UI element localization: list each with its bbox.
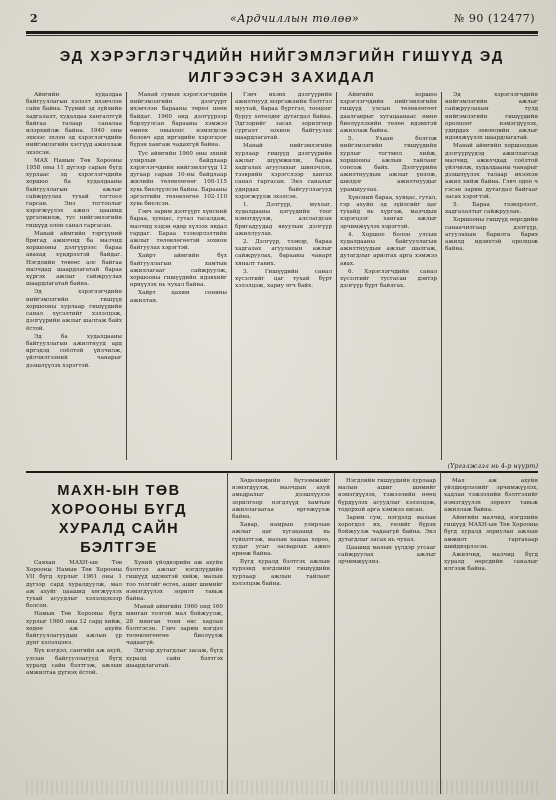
- paragraph: Аймгийн малчид, нэгдлийн гишүүд МАХН-ын Төв Хорооны бүгд хуралд зориулан ажлын амжилт гаргахаар шийдвэрлэсэн.: [444, 515, 538, 550]
- paragraph: Хайрт цахим сонины ажилтан.: [130, 290, 227, 304]
- header-rule: [26, 31, 538, 34]
- paragraph: Намын Төв Хорооны бүгд хурлыг 1960 оны 12 сард хийж, хөдөө аж ахуйн байгууллагуудын ажлын үр дүнг хэлэлцэнэ.: [26, 611, 122, 647]
- column-rule: [227, 472, 228, 794]
- column-rule: [440, 472, 441, 794]
- page-header: [30, 10, 535, 28]
- newspaper-name: «Ардчиллын төлөө»: [230, 12, 360, 25]
- paragraph: Хавар, намрын улирлын ажлыг цаг хугацаанд нь гүйцэтгэж, малын хашаа хороо, худаг усыг засварлах ажил өрнөж байна.: [232, 522, 330, 558]
- paragraph: Мал аж ахуйн үйлдвэрлэлийг эрчимжүүлэх, хадлан тэжээлийн бэлтгэлийг нэмэгдүүлэх зорилт тавьж ажиллаж байна.: [444, 478, 538, 513]
- paragraph: Хайрт аймгийн бүх байгууллагын хамтын ажиллагааг сайжруулж, хоршооны гишүүдийн идэвхийг өрнүүлэх нь чухал байна.: [130, 253, 227, 289]
- article-1-column-1: [26, 92, 122, 460]
- column-rule: [336, 92, 337, 460]
- page-number: 2: [30, 12, 39, 25]
- paragraph: Эд ба худалдааны байгууллагын ажилтнууд ард иргэдэд соёлтой үйлчилж, үйлчилгээний чанарыг дээшлүүлэх хэрэгтэй.: [26, 333, 122, 369]
- paragraph: Ажилчид, малчид бүгд хуралд өөрсдийн саналыг илгээж байна.: [444, 552, 538, 573]
- article-1-body: [26, 92, 538, 460]
- paragraph: Хүнсний бараа, хувцас, гутал, гэр ахуйн эд зүйлсийг цаг тухайд нь хүргэж, малчдын хэрэгцээг хангах ажлыг эрчимжүүлэх хэрэгтэй.: [340, 194, 437, 230]
- article-1-column-5: [445, 92, 538, 460]
- paragraph: Айвгийн худалдаа байгууллагын хэлэлт ихэвчлэн сайн байна. Түүний эд зүйлийн хадгалалт, худалдаа хангалтгүй байгаа талаар саналаа илэрхийлж байна. 1940 оны эхнээс эхлэн эд хэрэглэгчдийн нийгэмлэгийн хэсгүүд ажиллаж эхэлсэн.: [26, 92, 122, 156]
- article-2-column-5: [444, 478, 538, 794]
- paragraph: Эдгээр дутагдлыг засаж, бүгд хуралд сайн бэлтгэх шаардлагатай.: [126, 648, 223, 669]
- paragraph: Манай аймгийн тэргүүний бригад ажилчид ба малчид хоршооны дэлгүүрээс бараа авахад хүндрэлтэй байдаг. Нэгдлийн төвөөс алс байгаа малчдад шаардлагатай бараа хүргэх ажлыг сайжруулах шаардлагатай байна.: [26, 230, 122, 288]
- article-2-headline: МАХН-ЫН ТӨВ ХОРООНЫ БҮГД ХУРАЛД САЙН БЭЛТГЭЕ: [51, 483, 187, 556]
- paragraph: МАХ Намын Төв Хорооны 1958 оны 11 дүгээр сарын бүгд хурлаас эд хэрэглэгчдийн хоршоо ба худалдааны байгууллагын ажлыг сайжруулах тухай тогтоол гарсан. Энэ тогтоолыг хэрэгжүүлэх ажил цаашид үргэлжилж, тус нийгэмлэгийн гишүүд олон санал гаргасан.: [26, 157, 122, 229]
- article-2-column-3: [232, 478, 330, 794]
- paragraph: 4. Хоршоо болон улсын худалдааны байгууллагын ажилтнуудын ажлыг шалгаж, дутагдлыг арилгах арга хэмжээ авах.: [340, 231, 437, 267]
- paragraph: Эд хэрэглэгчдийн нийгэмлэгийн ажлыг сайжруулахын тулд нийгэмлэгийн гишүүдийн оролцоог нэмэгдүүлэх, удирдах зөвлөлийн ажлыг идэвхжүүлэх шаардлагатай.: [445, 92, 538, 142]
- article-2-column-1: [26, 560, 122, 794]
- paragraph: Эд хэрэглэгчдийн нийгэмлэгийн гишүүд хоршооны хурлаар гишүүдийн санал хүсэлтийг хэлэлцэж, дэлгүүрийн ажлыг шалгаж байх ёстой.: [26, 289, 122, 332]
- paragraph: 5. Ухаан болгож нийгэмлэгийн гишүүдийн хурлыг тогтмол хийж, хоршооны ажлын тайланг сонсож байх. Дэлгүүрийн ажилтнуудын ажлыг үнэлж, шилдэг ажилтнуудыг урамшуулах.: [340, 136, 437, 193]
- issue-number: № 90 (12477): [454, 12, 535, 25]
- column-rule: [441, 92, 442, 460]
- article-2-column-2: [126, 560, 223, 794]
- paragraph: Хөдөлмөрийн бүтээмжийг нэмэгдүүлж, малчдын ахуй амьдралыг дээшлүүлэх зорилгоор нэгдлүүд хамтын ажиллагаагаа өргөжүүлж байна.: [232, 478, 330, 521]
- article-2-body: [26, 472, 538, 794]
- continued-note: (Үргэлжлэл нь 4-р нүүрт): [447, 462, 538, 470]
- article-1-column-4: [340, 92, 437, 460]
- paragraph: Манай нийгэмлэгийн хурлаар гишүүд дэлгүүрийн ажлыг шүүмжилж, бараа хадгалах агуулахыг шинэчлэх, тээврийн хэрэгслээр хангах санал гаргасан. Энэ саналыг удирдах байгууллагууд хэрэгжүүлж эхэлсэн.: [235, 143, 332, 200]
- paragraph: Зарим сум, нэгдэлд малын хорогдол их, төлийг бүрэн бойжуулж чадаагүй байна. Энэ дутагдлыг засах нь чухал.: [338, 515, 436, 543]
- paragraph: Хоршооны гишүүд өөрсдийн санаачилгаар дэлгүүр, агуулахын барилга барих ажилд идэвхтэй оролцож байна.: [445, 217, 538, 253]
- paragraph: Айвгийн хоршоо хэрэглэгчдийн нийгэмлэгийн гишүүд улсын төлөвлөгөөт даалгаврыг хугацаанаас өмнө биелүүлэхийн төлөө идэвхтэй ажиллаж байна.: [340, 92, 437, 135]
- headline-line-2: ИЛГЭЭСЭН ЗАХИДАЛ: [188, 70, 376, 86]
- column-rule: [126, 92, 127, 460]
- headline-line-1: ЭД ХЭРЭГЛЭГЧДИЙН НИЙГЭМЛЭГИЙН ГИШҮҮД ЭД: [59, 49, 505, 65]
- paragraph: Бүх нэгдэл, сангийн аж ахуй, улсын байгууллагууд бүгд хуралд сайн бэлтгэж, ажлын амжилтаа дүгнэх ёстой.: [26, 648, 122, 677]
- paragraph: Хүний үйлдвэрийн аж ахуйн бэлтгэл ажлыг нэгдлүүдийн гишүүд идэвхтэй хийж, малын тоо толгойг өсгөх, ашиг шимийг нэмэгдүүлэх зорилт тавьж байна.: [126, 560, 223, 603]
- paragraph: Манай аймгийн 1960 онд 160 мянган толгой мал бойжуулж, 28 мянган тонн өвс хадлан бэлтгэсэн. Гэвч зарим нэгдэл төлөвлөгөөгөө биелүүлж чадаагүй.: [126, 604, 223, 647]
- paragraph: 6. Хэрэглэгчдийн санал хүсэлтийг тусгасан дэвтэр дэлгүүр бүрт байлгах.: [340, 268, 437, 290]
- paragraph: Нэгдлийн гишүүдийн хурлаар малын ашиг шимийг нэмэгдүүлэх, тэжээлийн нөөц бүрдүүлэх асуудлыг хэлэлцэж, тодорхой арга хэмжээ авсан.: [338, 478, 436, 513]
- paragraph: 5. Бараа тээвэрлэлт, хадгалалтыг сайжруулах.: [445, 202, 538, 216]
- article-2-column-4: [338, 478, 436, 794]
- paragraph: Тус аймгийн 1960 оны эхний улирлын байдлаар хэрэглэгчдийн нийгэмлэгүүд 12 дугаар сарын 10-ны байдлаар жилийн төлөвлөгөөг 100-115 хувь биелүүлсэн байна. Барааны эргэлтийн төлөвлөгөө 102-110 хувь биелсэн.: [130, 150, 227, 208]
- paragraph: 2. Дэлгүүр, тээвэр, бараа хадгалах агуулахын ажлыг сайжруулах, барааны чанарт хяналт тавих.: [235, 239, 332, 267]
- print-texture: [26, 780, 538, 794]
- paragraph: Гэвч зарим дэлгүүрт хүнсний бараа, хувцас, гутал тасалдаж, малчид хэдэн өдөр хүлээх явдал гардаг. Бараа тээвэрлэлтийн ажлыг төлөвлөгөөтэй зохион байгуулах хэрэгтэй.: [130, 209, 227, 252]
- paragraph: Манай сумын хэрэглэгчдийн нийгэмлэгийн дэлгүүрт ихэвчлэн барааны төрөл цөөн байдаг. 1960 онд дэлгүүрээр борлуулсан барааны хэмжээ өмнөх оныхоос нэмэгдсэн боловч ард иргэдийн хэрэгцээг бүрэн хангаж чадахгүй байна.: [130, 92, 227, 149]
- article-1-column-2: [130, 92, 227, 460]
- header-rule-thin: [26, 35, 538, 36]
- paragraph: 3. Гишүүдийн санал хүсэлтийг цаг тухай бүрт хэлэлцэж, хариу өгч байх.: [235, 268, 332, 290]
- paragraph: Гэвч ихэнх дэлгүүрийн ажилтнууд мэргэжлийн бэлтгэл муутай, бараа бүртгэл, тооцоог буруу хөтөлдөг дутагдал байна. Эдгээрийг засах зорилгоор сургалт зохион байгуулах шаардлагатай.: [235, 92, 332, 142]
- paragraph: 1. Дэлгүүр, мухлаг, худалдааны цэгүүдийн тоог нэмэгдүүлж, алслагдсан бригадуудад явуулын дэлгүүр ажиллуулах.: [235, 202, 332, 237]
- paragraph: Манай аймгийн хоршоодын дэлгүүрүүдэд ажиллагсад малчид, ажилчдад соёлтой үйлчилж, худалдааны чанарыг дээшлүүлэх талаар ихээхэн ажил хийж байна. Гэвч одоо ч гэсэн зарим дутагдал байгааг засах хэрэгтэй.: [445, 143, 538, 200]
- article-1-column-3: [235, 92, 332, 460]
- paragraph: Саяхан МАХН-ын Төв Хорооны Намын Төв Хорооны VII бүгд хурлыг 1961 оны 1 дүгээр сард хуралдуулж, мал аж ахуйг цаашид хөгжүүлэх тухай асуудлыг хэлэлцэхээр болсон.: [26, 560, 122, 610]
- paragraph: Бүгд хуралд бэлтгэх ажлын хүрээнд нэгдлийн гишүүдийн хурлаар ажлын тайланг хэлэлцэж байна.: [232, 559, 330, 587]
- paragraph: Цаашид малын үүлдэр угсааг сайжруулах ажлыг эрчимжүүлнэ.: [338, 544, 436, 566]
- column-rule: [231, 92, 232, 460]
- column-rule: [334, 472, 335, 794]
